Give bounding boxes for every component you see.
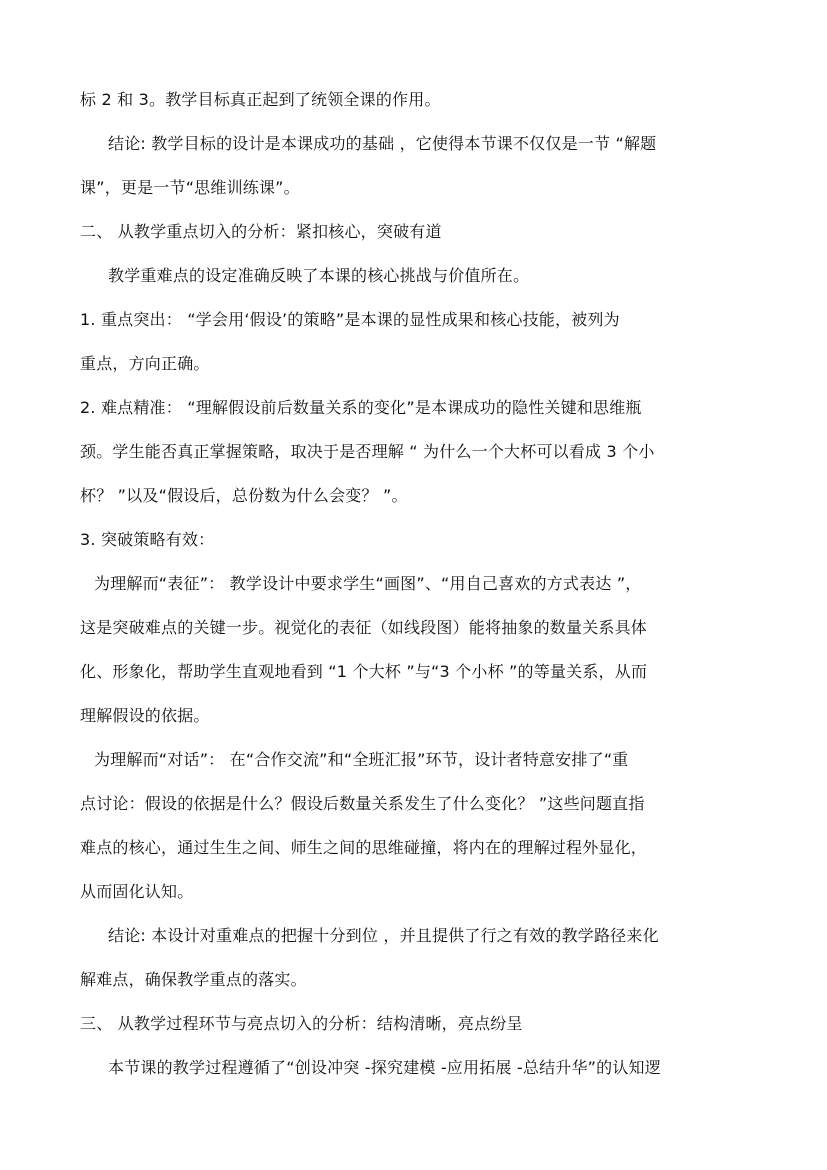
text-line-09: 颈。学生能否真正掌握策略，取决于是否理解 “ 为什么一个大杯可以看成 3 个小 bbox=[80, 442, 655, 461]
text-line-19: 从而固化认知。 bbox=[80, 882, 194, 901]
text-line-17: 点讨论：假设的依据是什么？假设后数量关系发生了什么变化？ ”这些问题直指 bbox=[80, 794, 645, 813]
text-line-21: 解难点，确保教学重点的落实。 bbox=[80, 970, 307, 989]
text-line-23: 本节课的教学过程遵循了“创设冲突 -探究建模 -应用拓展 -总结升华”的认知逻 bbox=[108, 1058, 661, 1077]
text-line-03: 课”，更是一节“思维训练课”。 bbox=[80, 178, 300, 197]
section-heading-3: 三、 从教学过程环节与亮点切入的分析：结构清晰，亮点纷呈 bbox=[80, 1014, 523, 1033]
text-line-20: 结论: 本设计对重难点的把握十分到位 ，并且提供了行之有效的教学路径来化 bbox=[108, 926, 659, 945]
text-line-11: 3. 突破策略有效： bbox=[80, 530, 215, 549]
text-line-01: 标 2 和 3。教学目标真正起到了统领全课的作用。 bbox=[80, 90, 441, 109]
text-line-08: 2. 难点精准： “理解假设前后数量关系的变化”是本课成功的隐性关键和思维瓶 bbox=[80, 398, 642, 417]
text-line-16: 为理解而“对话”： 在“合作交流”和“全班汇报”环节，设计者特意安排了“重 bbox=[94, 750, 629, 769]
text-line-07: 重点，方向正确。 bbox=[80, 354, 210, 373]
text-line-05: 教学重难点的设定准确反映了本课的核心挑战与价值所在。 bbox=[108, 266, 530, 285]
text-line-06: 1. 重点突出： “学会用‘假设’的策略”是本课的显性成果和核心技能，被列为 bbox=[80, 310, 620, 329]
text-line-18: 难点的核心，通过生生之间、师生之间的思维碰撞，将内在的理解过程外显化， bbox=[80, 838, 648, 857]
section-heading-2: 二、 从教学重点切入的分析：紧扣核心，突破有道 bbox=[80, 222, 442, 241]
text-line-10: 杯？ ”以及“假设后，总份数为什么会变？ ”。 bbox=[80, 486, 408, 505]
text-line-02: 结论: 教学目标的设计是本课成功的基础 ，它使得本节课不仅仅是一节 “解题 bbox=[108, 134, 657, 153]
text-line-12: 为理解而“表征”： 教学设计中要求学生“画图”、“用自己喜欢的方式表达 ”， bbox=[94, 574, 642, 593]
text-line-14: 化、形象化，帮助学生直观地看到 “1 个大杯 ”与“3 个小杯 ”的等量关系，从而 bbox=[80, 662, 648, 681]
text-line-13: 这是突破难点的关键一步。视觉化的表征（如线段图）能将抽象的数量关系具体 bbox=[80, 618, 648, 637]
text-line-15: 理解假设的依据。 bbox=[80, 706, 210, 725]
